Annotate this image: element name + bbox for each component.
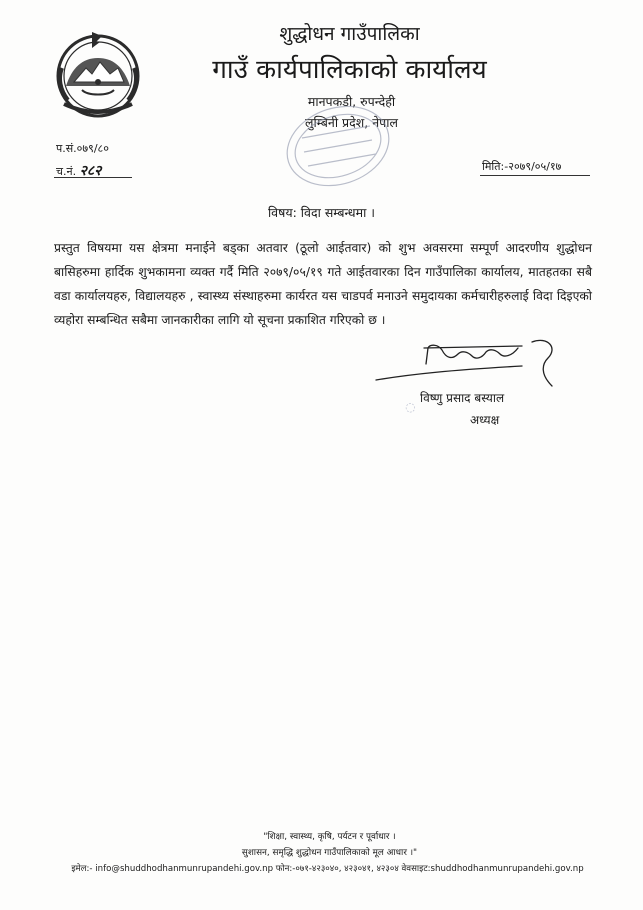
date-underline — [480, 175, 590, 176]
chalani-label: च.नं. — [56, 165, 77, 178]
notice-body: प्रस्तुत विषयमा यस क्षेत्रमा मनाईने बड्का अतवार (ठूलो आईतवार) को शुभ अवसरमा सम्पूर्ण आदरणीय शुद्धोधन बासिहरुमा हार्दिक शुभकामना व्यक्त गर्दै मिति २०७९/०५/१९ गते आईतवारका दिन गाउँपालिका कार्यालय, मातहतका सबै वडा कार्यालयहरु, विद्यालयहरु , स्वास्थ्य संस्थाहरुमा कार्यरत यस चाडपर्व मनाउने समुदायका कर्मचारीहरुलाई विदा दिइएको व्यहोरा सम्बन्धित सबैमा जानकारीका लागि यो सूचना प्रकाशित गरिएको छ । — [54, 241, 592, 327]
handwritten-signature — [372, 334, 562, 390]
signatory-post: अध्यक्ष — [470, 413, 500, 427]
office-seal-stamp — [272, 98, 402, 194]
footer-contact: इमेल:- info@shuddhodhanmunrupandehi.gov.np फोन:-०७१-४२३०४०, ४२३०४१, ४२३०४ वेवसाइट:shuddhodhanmunrupandehi.gov.np — [71, 864, 584, 874]
address-line-1: मानपकडी, रुपन्देही — [307, 94, 396, 109]
footer-motto-line-1: "शिक्षा, स्वास्थ्य, कृषि, पर्यटन र पूर्वाधार । — [263, 832, 396, 842]
municipality-name: शुद्धोधन गाउँपालिका — [279, 23, 420, 45]
subject-line: विषय: विदा सम्बन्धमा । — [267, 205, 376, 220]
office-name: गाउँ कार्यपालिकाको कार्यालय — [212, 55, 487, 85]
patra-sankhya: प.सं.०७९/८० — [56, 142, 109, 155]
signature-stamp-text: ◌ — [404, 399, 417, 415]
footer-motto-line-2: सुशासन, समृद्धि शुद्धोधन गाउँपालिकाको मूल आधार ।" — [241, 848, 418, 858]
signatory-name: विष्णु प्रसाद बस्याल — [420, 391, 505, 405]
chalani-number: २८२ — [79, 163, 102, 179]
address-line-2: लुम्बिनी प्रदेश, नेपाल — [304, 115, 398, 130]
chalani-underline — [54, 177, 132, 178]
issue-date: मिति:-२०७९/०५/१७ — [482, 160, 562, 173]
